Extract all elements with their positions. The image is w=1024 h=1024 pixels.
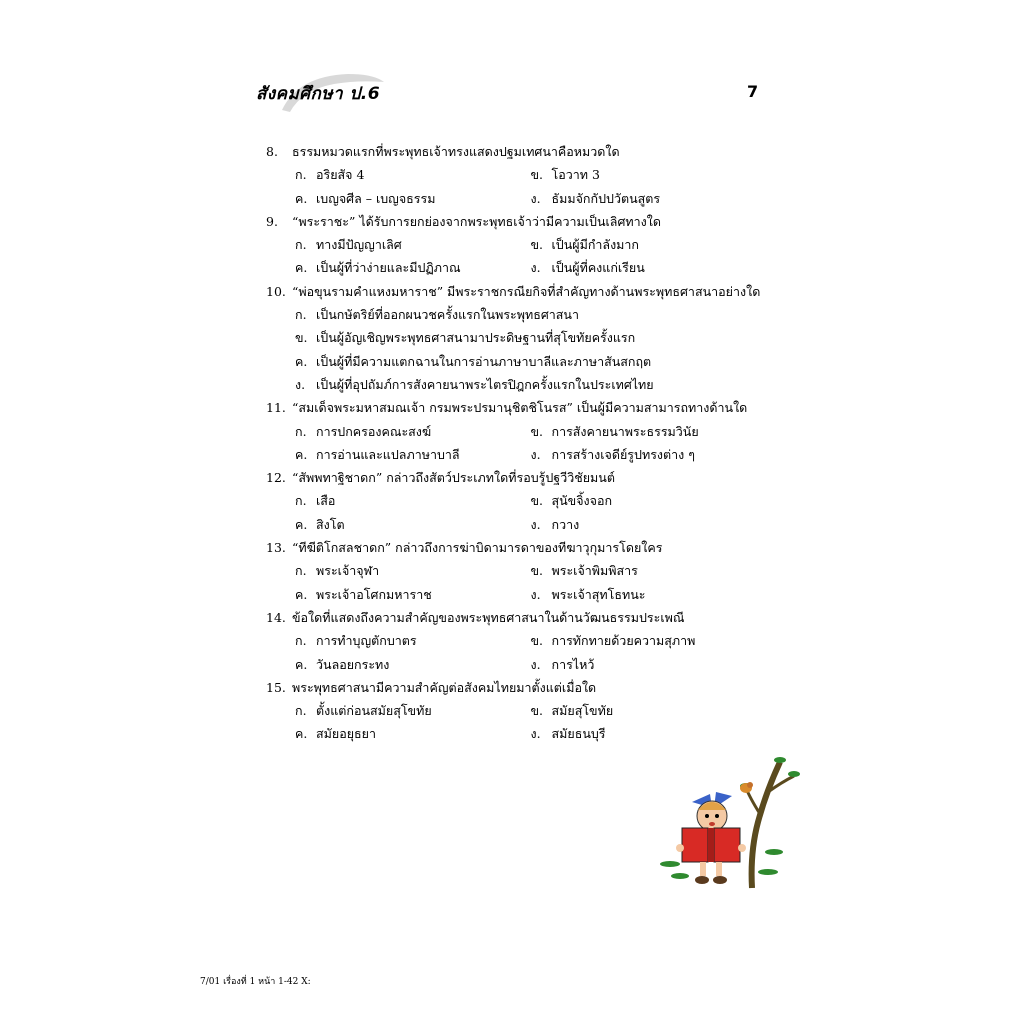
option-a: ก. เป็นกษัตริย์ที่ออกผนวชครั้งแรกในพระพุทธศาสนา xyxy=(295,307,580,323)
question-number: 15. xyxy=(266,679,286,695)
option-b: ข. พระเจ้าพิมพิสาร xyxy=(530,563,638,579)
option-b: ข. เป็นผู้อัญเชิญพระพุทธศาสนามาประดิษฐานที่สุโขทัยครั้งแรก xyxy=(295,330,636,346)
question-text: “สัพพทาฐิชาดก” กล่าวถึงสัตว์ประเภทใดที่รอบรู้ปฐวีวิชัยมนต์ xyxy=(292,470,615,486)
option-b: ข. การทักทายด้วยความสุภาพ xyxy=(530,633,696,649)
child-reading-book-illustration xyxy=(654,752,800,890)
question-13 xyxy=(266,536,766,606)
option-c: ค. พระเจ้าอโศกมหาราช xyxy=(295,586,432,602)
option-c: ค. สมัยอยุธยา xyxy=(295,726,376,742)
option-c: ค. การอ่านและแปลภาษาบาลี xyxy=(295,446,460,462)
footer-note: 7/01 เรื่องที่ 1 หน้า 1-42 X: xyxy=(200,977,311,987)
option-c: ค. เบญจศีล – เบญจธรรม xyxy=(295,190,436,206)
question-15 xyxy=(266,676,766,746)
option-a: ก. พระเจ้าจุฬา xyxy=(295,563,380,579)
question-8 xyxy=(266,140,766,210)
question-text: “พระราชะ” ได้รับการยกย่องจากพระพุทธเจ้าว่ามีความเป็นเลิศทางใด xyxy=(292,213,661,229)
question-number: 11. xyxy=(266,400,286,416)
option-a: ก. การทำบุญตักบาตร xyxy=(295,633,417,649)
question-number: 10. xyxy=(266,283,286,299)
option-a: ก. เสือ xyxy=(295,493,336,509)
question-number: 12. xyxy=(266,470,286,486)
question-number: 9. xyxy=(266,213,278,229)
header-title: สังคมศึกษา ป.6 xyxy=(256,84,381,104)
option-d: ง. การสร้างเจดีย์รูปทรงต่าง ๆ xyxy=(530,446,695,462)
question-number: 8. xyxy=(266,144,278,159)
question-text: ข้อใดที่แสดงถึงความสำคัญของพระพุทธศาสนาในด้านวัฒนธรรมประเพณี xyxy=(292,609,685,625)
question-number: 14. xyxy=(266,609,286,625)
question-text: “ทีฆีติโกสลชาดก” กล่าวถึงการฆ่าบิดามารดาของทีฆาวุกุมารโดยใคร xyxy=(292,540,663,556)
option-d: ง. พระเจ้าสุทโธทนะ xyxy=(530,586,646,602)
option-c: ค. เป็นผู้ที่ว่าง่ายและมีปฏิภาณ xyxy=(295,260,461,276)
option-b: ข. เป็นผู้มีกำลังมาก xyxy=(530,237,639,253)
option-d: ง. เป็นผู้ที่คงแก่เรียน xyxy=(530,260,645,276)
option-d: ง. กวาง xyxy=(530,516,580,532)
question-12 xyxy=(266,466,766,536)
question-10 xyxy=(266,280,766,396)
option-a: ก. การปกครองคณะสงฆ์ xyxy=(295,423,432,439)
page-number: 7 xyxy=(747,82,759,101)
option-c: ค. เป็นผู้ที่มีความแตกฉานในการอ่านภาษาบาลีและภาษาสันสกฤต xyxy=(295,353,652,369)
question-text: ธรรมหมวดแรกที่พระพุทธเจ้าทรงแสดงปฐมเทศนาคือหมวดใด xyxy=(292,144,620,159)
option-a: ก. ทางมีปัญญาเลิศ xyxy=(295,237,402,253)
option-c: ค. สิงโต xyxy=(295,516,345,532)
question-9 xyxy=(266,210,766,280)
option-a: ก. อริยสัจ 4 xyxy=(295,167,365,183)
question-text: พระพุทธศาสนามีความสำคัญต่อสังคมไทยมาตั้งแต่เมื่อใด xyxy=(292,679,597,695)
option-d: ง. สมัยธนบุรี xyxy=(530,726,606,742)
question-text: “พ่อขุนรามคำแหงมหาราช” มีพระราชกรณียกิจที่สำคัญทางด้านพระพุทธศาสนาอย่างใด xyxy=(292,283,761,299)
question-number: 13. xyxy=(266,540,286,556)
question-14 xyxy=(266,606,766,676)
option-d: ง. การไหว้ xyxy=(530,656,595,672)
option-b: ข. โอวาท 3 xyxy=(530,167,600,183)
option-b: ข. สุนัขจิ้งจอก xyxy=(530,493,613,509)
option-d: ง. ธัมมจักกัปปวัตนสูตร xyxy=(530,190,661,206)
option-d: ง. เป็นผู้ที่อุปถัมภ์การสังคายนาพระไตรปิฎกครั้งแรกในประเทศไทย xyxy=(295,376,654,392)
option-b: ข. การสังคายนาพระธรรมวินัย xyxy=(530,423,699,439)
question-text: “สมเด็จพระมหาสมณเจ้า กรมพระปรมานุชิตชิโนรส” เป็นผู้มีความสามารถทางด้านใด xyxy=(292,400,748,416)
option-b: ข. สมัยสุโขทัย xyxy=(530,703,614,719)
question-list xyxy=(266,140,766,746)
option-a: ก. ตั้งแต่ก่อนสมัยสุโขทัย xyxy=(295,703,432,719)
question-11 xyxy=(266,396,766,466)
option-c: ค. วันลอยกระทง xyxy=(295,656,390,672)
